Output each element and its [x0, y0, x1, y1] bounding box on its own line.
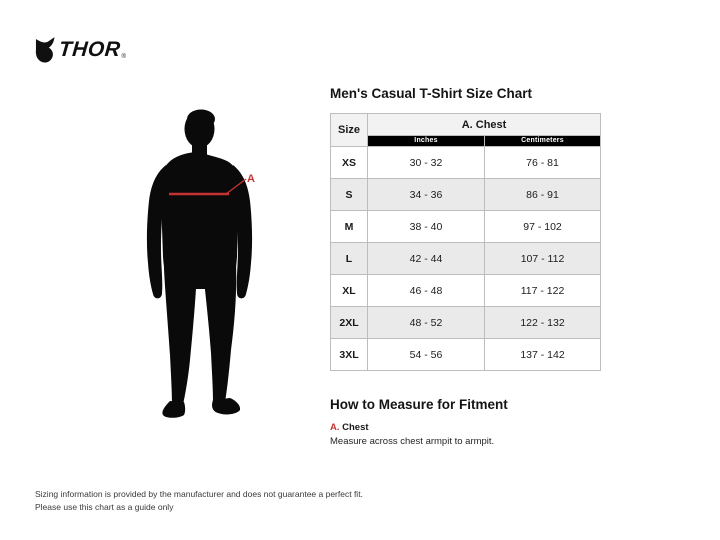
centimeters-column-header: Centimeters [485, 136, 601, 147]
inches-value: 30 - 32 [368, 147, 485, 179]
man-silhouette [147, 110, 252, 418]
size-chart-panel [330, 86, 600, 447]
inches-value: 34 - 36 [368, 179, 485, 211]
measure-item-name: Chest [342, 422, 369, 433]
size-label: XL [331, 275, 368, 307]
size-column-header: Size [331, 114, 368, 147]
size-label: L [331, 243, 368, 275]
page-title: Men's Casual T-Shirt Size Chart [330, 86, 533, 101]
measure-guide-section [330, 397, 600, 447]
brand-logo [35, 36, 126, 63]
inches-value: 38 - 40 [368, 211, 485, 243]
table-row [331, 275, 601, 307]
size-label: S [331, 179, 368, 211]
table-row [331, 307, 601, 339]
size-label: XS [331, 147, 368, 179]
measure-item-description: Measure across chest armpit to armpit. [330, 436, 495, 447]
inches-value: 46 - 48 [368, 275, 485, 307]
centimeters-value: 122 - 132 [485, 307, 601, 339]
chest-annotation-label: A [247, 173, 255, 185]
centimeters-value: 117 - 122 [485, 275, 601, 307]
table-row [331, 243, 601, 275]
centimeters-value: 97 - 102 [485, 211, 601, 243]
centimeters-value: 137 - 142 [485, 339, 601, 371]
registered-trademark-mark: ® [121, 54, 126, 60]
size-label: M [331, 211, 368, 243]
thor-goat-icon [35, 37, 56, 63]
man-silhouette-svg [140, 105, 260, 427]
table-row [331, 339, 601, 371]
measure-guide-title: How to Measure for Fitment [330, 397, 508, 412]
size-chart-table [330, 113, 601, 371]
table-row [331, 147, 601, 179]
inches-column-header: Inches [368, 136, 485, 147]
size-label: 3XL [331, 339, 368, 371]
size-table-body [331, 147, 601, 371]
table-row [331, 179, 601, 211]
brand-logo-text: THOR [57, 38, 122, 61]
size-label: 2XL [331, 307, 368, 339]
centimeters-value: 86 - 91 [485, 179, 601, 211]
inches-value: 54 - 56 [368, 339, 485, 371]
disclaimer-line-1: Sizing information is provided by the manufacturer and does not guarantee a perfect fit. [35, 489, 363, 499]
inches-value: 42 - 44 [368, 243, 485, 275]
measure-item-key: A. [330, 422, 340, 433]
chest-group-header: A. Chest [368, 114, 601, 136]
disclaimer-line-2: Please use this chart as a guide only [35, 502, 174, 513]
centimeters-value: 76 - 81 [485, 147, 601, 179]
table-row [331, 211, 601, 243]
disclaimer [35, 488, 363, 514]
centimeters-value: 107 - 112 [485, 243, 601, 275]
measure-item-label [330, 422, 600, 433]
fitment-figure [140, 105, 260, 427]
inches-value: 48 - 52 [368, 307, 485, 339]
